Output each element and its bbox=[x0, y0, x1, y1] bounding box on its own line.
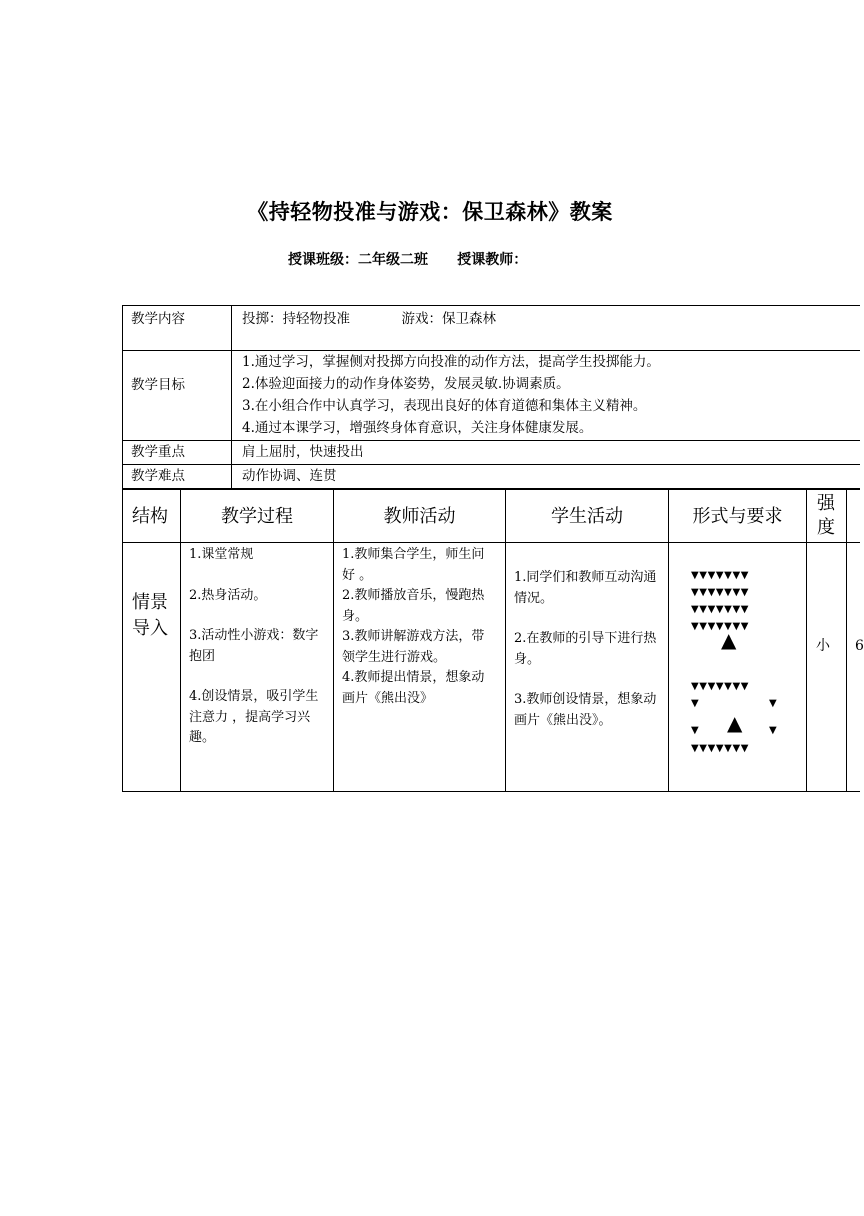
student-icon: ▼ bbox=[691, 698, 699, 709]
teacher-activity-2: 2.教师播放音乐，慢跑热身。 bbox=[342, 588, 485, 624]
value-teaching-content: 投掷：持轻物投准 游戏：保卫森林 bbox=[231, 305, 860, 350]
value-difficulties: 动作协调、连贯 bbox=[231, 464, 860, 488]
process-step-4: 4.创设情景，吸引学生注意力 ，提高学习兴趣。 bbox=[189, 689, 319, 745]
student-icon: ▼ bbox=[691, 725, 699, 736]
student-row-icons: ▼▼▼▼▼▼▼ bbox=[691, 621, 750, 632]
student-icon: ▼ bbox=[769, 698, 777, 709]
student-row-icons: ▼▼▼▼▼▼▼ bbox=[691, 587, 750, 598]
class-teacher-line: 授课班级：二年级二班 授课教师： bbox=[288, 252, 528, 268]
student-row-icons: ▼▼▼▼▼▼▼ bbox=[691, 604, 750, 615]
header-extra-column bbox=[846, 488, 860, 542]
student-activity-3: 3.教师创设情景，想象动画片《熊出没》。 bbox=[514, 692, 657, 728]
goal-3: 3.在小组合作中认真学习，表现出良好的体育道德和集体主义精神。 bbox=[242, 398, 647, 414]
student-row bbox=[691, 738, 749, 760]
header-process: 教学过程 bbox=[180, 488, 333, 542]
goal-2: 2.体验迎面接力的动作身体姿势，发展灵敏.协调素质。 bbox=[242, 376, 570, 392]
goal-1: 1.通过学习，掌握侧对投掷方向投准的动作方法，提高学生投掷能力。 bbox=[242, 354, 660, 370]
header-teacher-activity: 教师活动 bbox=[333, 488, 505, 542]
process-step-2: 2.热身活动。 bbox=[189, 587, 267, 603]
teacher-activity-3: 3.教师讲解游戏方法，带领学生进行游戏。 bbox=[342, 629, 485, 665]
label-teaching-content: 教学内容 bbox=[122, 305, 231, 350]
label-key-points: 教学重点 bbox=[122, 440, 231, 464]
student-row-icons: ▼▼▼▼▼▼▼ bbox=[691, 681, 750, 692]
header-form-requirements: 形式与要求 bbox=[668, 488, 806, 542]
label-teaching-goals: 教学目标 bbox=[122, 350, 231, 440]
student-row bbox=[691, 676, 749, 698]
student-activities bbox=[505, 542, 668, 792]
header-intensity: 强度 bbox=[806, 488, 846, 542]
label-difficulties: 教学难点 bbox=[122, 464, 231, 488]
intensity-value: 小 bbox=[806, 542, 846, 792]
teacher-activity-1: 1.教师集合学生，师生问好 。 bbox=[342, 547, 485, 583]
teacher-triangle-icon: ▲ bbox=[727, 711, 743, 735]
formation-cell bbox=[668, 542, 806, 792]
student-activity-2: 2.在教师的引导下进行热身。 bbox=[514, 631, 657, 667]
goal-4: 4.通过本课学习，增强终身体育意识，关注身体健康发展。 bbox=[242, 420, 593, 436]
structure-intro: 情景导入 bbox=[122, 542, 180, 792]
teacher-activities bbox=[333, 542, 505, 792]
value-teaching-goals bbox=[231, 350, 860, 440]
process-steps bbox=[180, 542, 333, 792]
student-row-icons: ▼▼▼▼▼▼▼ bbox=[691, 743, 750, 754]
process-step-3: 3.活动性小游戏：数字抱团 bbox=[189, 628, 319, 664]
student-icon: ▼ bbox=[769, 725, 777, 736]
process-step-1: 1.课堂常规 bbox=[189, 547, 254, 562]
formation-diagram-1 bbox=[691, 565, 791, 655]
header-student-activity: 学生活动 bbox=[505, 488, 668, 542]
teacher-activity-4: 4.教师提出情景，想象动画片《熊出没》 bbox=[342, 670, 485, 706]
teacher-triangle-icon: ▲ bbox=[721, 628, 737, 652]
formation-diagram-2 bbox=[691, 676, 791, 756]
value-key-points: 肩上屈肘，快速投出 bbox=[231, 440, 860, 464]
header-structure: 结构 bbox=[122, 488, 180, 542]
extra-value: 6 bbox=[846, 542, 860, 792]
document-title: 《持轻物投准与游戏：保卫森林》教案 bbox=[247, 200, 613, 224]
student-row-icons: ▼▼▼▼▼▼▼ bbox=[691, 570, 750, 581]
student-activity-1: 1.同学们和教师互动沟通情况。 bbox=[514, 570, 657, 606]
